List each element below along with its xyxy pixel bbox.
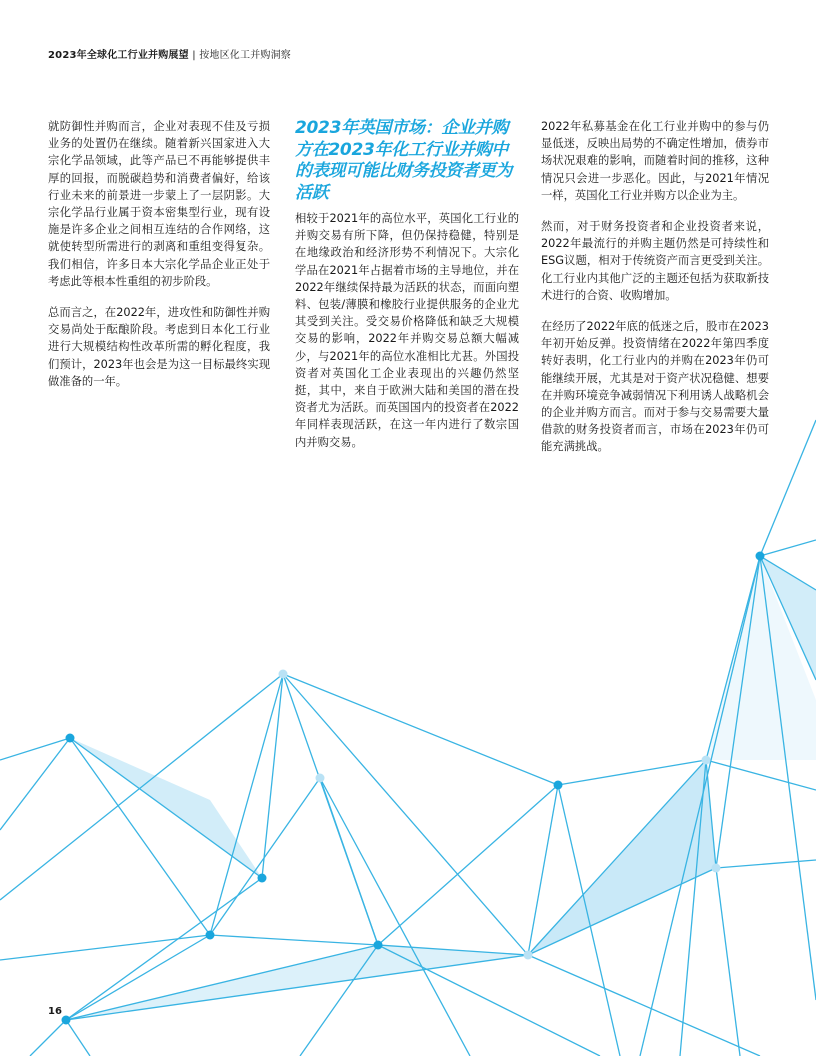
paragraph: 就防御性并购而言，企业对表现不佳及亏损业务的处置仍在继续。随着新兴国家进入大宗化学品领域，此等产品已不再能够提供丰厚的回报，而脱碳趋势和消费者偏好，给该行业未来的前景进一步蒙上了一层阴影。大宗化学品行业属于资本密集型行业，现有设施是许多企业之间相互连结的合作网络，这就使转型所需进行的剥离和重组变得复杂。我们相信，许多日本大宗化学品企业正处于考虑此等根本性重组的初步阶段。: [48, 120, 270, 288]
column-left: [48, 118, 270, 404]
paragraph: 2022年私募基金在化工行业并购中的参与仍显低迷，反映出局势的不确定性增加，债券市场状况艰难的影响，而随着时间的推移，这种情况只会进一步恶化。因此，与2021年情况一样，英国化工行业并购方以企业为主。: [541, 120, 769, 202]
paragraph: 然而，对于财务投资者和企业投资者来说，2022年最流行的并购主题仍然是可持续性和ESG议题，相对于传统资产而言更受到关注。化工行业内其他广泛的主题还包括为获取新技术进行的合资、收购增加。: [541, 220, 769, 302]
shade-triangle-bottom-left: [66, 945, 528, 1020]
paragraph: 相较于2021年的高位水平，英国化工行业的并购交易有所下降，但仍保持稳健，特别是在地缘政治和经济形势不利情况下。大宗化学品在2021年占据着市场的主导地位，并在2022年继续保持最为活跃的状态，而面向塑料、包装/薄膜和橡胶行业提供服务的企业尤其受到关注。受交易价格降低和缺乏大规模交易的影响，2022年并购交易总额大幅减少，与2021年的高位水准相比尤甚。外国投资者对英国化工企业表现出的兴趣仍然坚挺，其中，来自于欧洲大陆和美国的潜在投资者尤为活跃。而英国国内的投资者在2022年同样表现活跃，在这一年内进行了数宗国内并购交易。: [295, 212, 519, 449]
section-heading: 2023年英国市场：企业并购方在2023年化工行业并购中的表现可能比财务投资者更为活跃: [295, 118, 513, 203]
running-header: [48, 46, 291, 61]
page-number: 16: [48, 1006, 62, 1017]
paragraph: 在经历了2022年底的低迷之后，股市在2023年初开始反弹。投资情绪在2022年第四季度转好表明，化工行业内的并购在2023年仍可能继续开展，尤其是对于资产状况稳健、想要在并购环境竞争减弱情况下利用诱人战略机会的企业并购方而言。而对于参与交易需要大量借款的财务投资者而言，市场在2023年仍可能充满挑战。: [541, 320, 769, 454]
header-separator: |: [192, 50, 196, 61]
header-subtitle: 按地区化工并购洞察: [199, 50, 292, 61]
header-title: 2023年全球化工行业并购展望: [48, 50, 189, 61]
column-middle: [295, 118, 519, 465]
paragraph: 总而言之，在2022年，进攻性和防御性并购交易尚处于酝酿阶段。考虑到日本化工行业进行大规模结构性改革所需的孵化程度，我们预计，2023年也会是为这一目标最终实现做准备的一年。: [48, 306, 270, 388]
column-right: [541, 118, 769, 470]
